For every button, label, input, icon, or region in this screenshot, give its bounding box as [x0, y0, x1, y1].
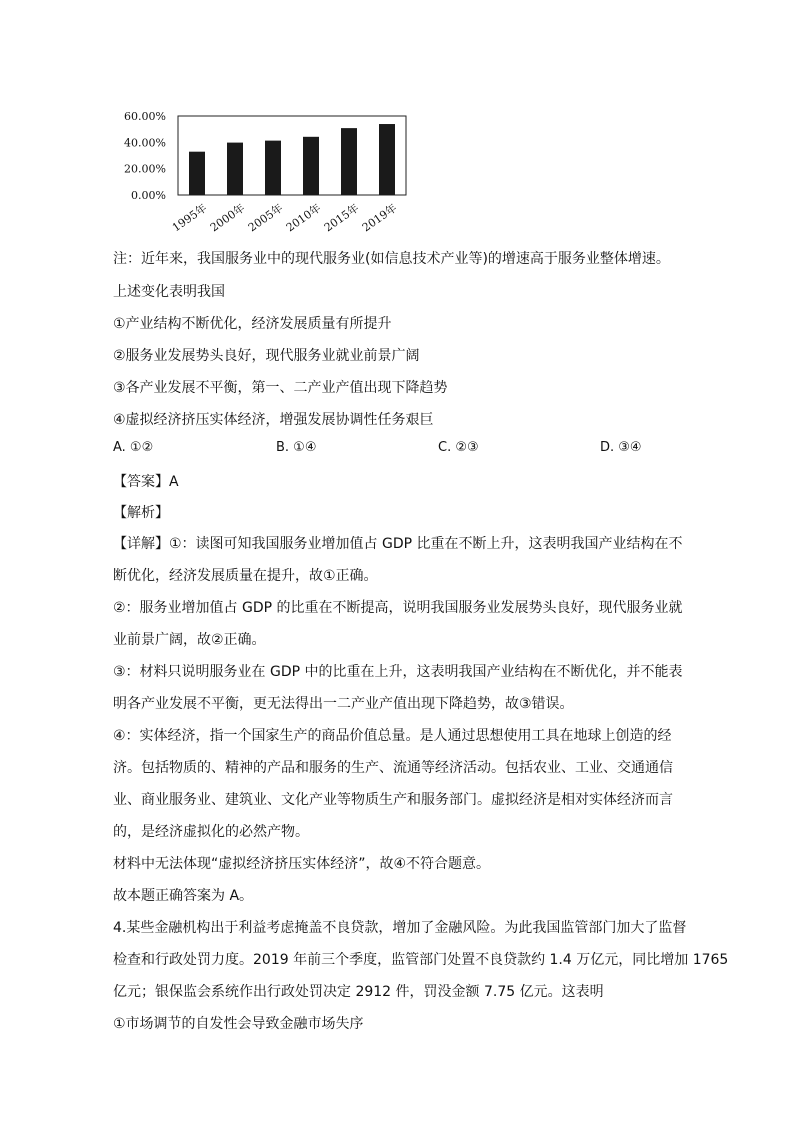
analysis-line: 业前景广阔，故②正确。	[113, 632, 266, 648]
x-tick-label: 2000年	[207, 201, 248, 235]
answer-value: A	[169, 474, 179, 490]
question-4-line: 4.某些金融机构出于利益考虑掩盖不良贷款，增加了金融风险。为此我国监管部门加大了监督	[113, 920, 687, 936]
analysis-label: 【解析】	[113, 505, 169, 521]
x-axis-ticks	[169, 201, 399, 235]
y-tick-label: 0.00%	[131, 189, 166, 202]
bar	[341, 128, 357, 195]
option-c: C. ②③	[438, 440, 479, 455]
bar-chart	[100, 100, 420, 250]
bar	[379, 124, 395, 195]
y-tick-label: 40.00%	[124, 136, 166, 150]
statement-3: ③各产业发展不平衡，第一、二产业产值出现下降趋势	[113, 380, 448, 396]
y-tick-label: 60.00%	[124, 110, 166, 123]
analysis-line: ②：服务业增加值占 GDP 的比重在不断提高，说明我国服务业发展势头良好，现代服务业就	[113, 600, 683, 616]
bar	[303, 137, 319, 195]
analysis-line: 济。包括物质的、精神的产品和服务的生产、流通等经济活动。包括农业、工业、交通通信	[113, 760, 673, 776]
bar	[265, 141, 281, 195]
option-b: B. ①④	[276, 440, 317, 455]
statement-4: ④虚拟经济挤压实体经济，增强发展协调性任务艰巨	[113, 412, 434, 428]
y-tick-label: 20.00%	[124, 162, 166, 176]
answer-line	[113, 471, 179, 491]
chart-note: 注：近年来，我国服务业中的现代服务业(如信息技术产业等)的增速高于服务业整体增速。	[113, 251, 670, 267]
analysis-line: 业、商业服务业、建筑业、文化产业等物质生产和服务部门。虚拟经济是相对实体经济而言	[113, 792, 673, 808]
answer-label: 【答案】	[113, 474, 169, 490]
bar	[189, 152, 205, 195]
bar	[227, 143, 243, 195]
analysis-line: 明各产业发展不平衡，更无法得出一二产业产值出现下降趋势，故③错误。	[113, 696, 574, 712]
x-tick-label: 2019年	[359, 201, 400, 235]
plot-frame	[178, 116, 406, 195]
x-tick-label: 2005年	[245, 201, 286, 235]
analysis-line: 断优化，经济发展质量在提升，故①正确。	[113, 568, 378, 584]
statement-2: ②服务业发展势头良好，现代服务业就业前景广阔	[113, 348, 420, 364]
question-4-line: 检查和行政处罚力度。2019 年前三个季度，监管部门处置不良贷款约 1.4 万亿元，同比增加 1765	[113, 952, 729, 968]
option-a: A. ①②	[113, 440, 154, 455]
analysis-line: 的，是经济虚拟化的必然产物。	[113, 824, 309, 840]
analysis-line: 材料中无法体现“虚拟经济挤压实体经济”，故④不符合题意。	[113, 856, 491, 872]
x-tick-label: 1995年	[169, 201, 210, 235]
question-4-line: 亿元；银保监会系统作出行政处罚决定 2912 件，罚没金额 7.75 亿元。这表明	[113, 984, 604, 1000]
x-tick-label: 2010年	[283, 201, 324, 235]
analysis-line: ③：材料只说明服务业在 GDP 中的比重在上升，这表明我国产业结构在不断优化，并不能表	[113, 664, 683, 680]
analysis-line: 【详解】①：读图可知我国服务业增加值占 GDP 比重在不断上升，这表明我国产业结构在不	[113, 536, 683, 552]
question-stem: 上述变化表明我国	[113, 284, 225, 300]
x-tick-label: 2015年	[321, 201, 362, 235]
option-d: D. ③④	[600, 440, 642, 455]
question-4-statement-1: ①市场调节的自发性会导致金融市场失序	[113, 1016, 364, 1032]
analysis-line: 故本题正确答案为 A。	[113, 888, 254, 904]
bars	[189, 124, 395, 195]
y-axis-ticks	[124, 110, 166, 202]
statement-1: ①产业结构不断优化，经济发展质量有所提升	[113, 316, 392, 332]
analysis-line: ④：实体经济，指一个国家生产的商品价值总量。是人通过思想使用工具在地球上创造的经	[113, 728, 672, 744]
